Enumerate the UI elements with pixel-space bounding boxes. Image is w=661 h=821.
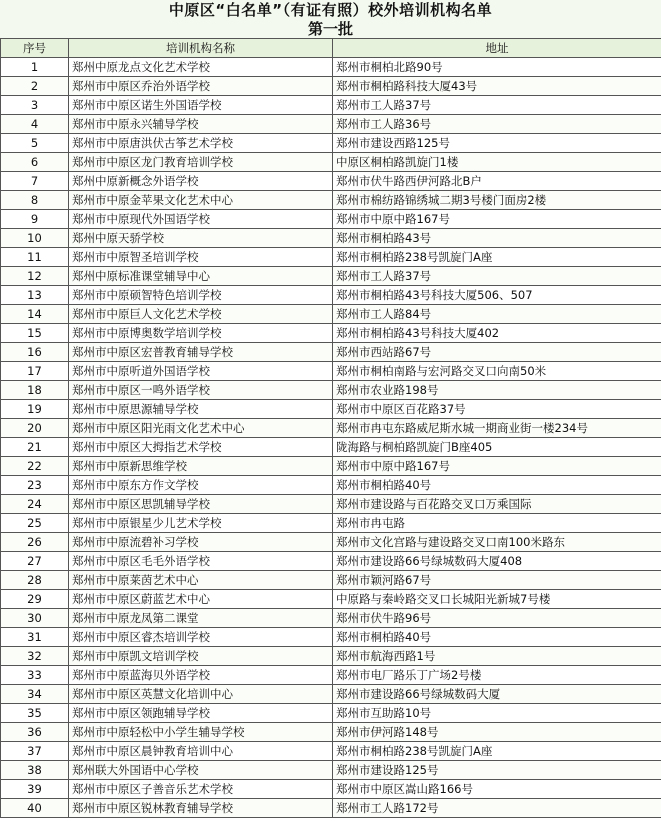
row-index-cell: 10	[1, 229, 69, 248]
table-row	[1, 153, 661, 172]
address-cell: 郑州市工人路84号	[333, 305, 661, 324]
table-row	[1, 647, 661, 666]
table-row	[1, 666, 661, 685]
institution-name-cell: 郑州市中原区蔚蓝艺术中心	[69, 590, 333, 609]
address-cell: 郑州市建设路66号绿城数码大厦408	[333, 552, 661, 571]
address-cell: 郑州市桐柏路43号科技大厦506、507	[333, 286, 661, 305]
address-cell: 郑州市桐柏南路与宏河路交叉口向南50米	[333, 362, 661, 381]
institution-name-cell: 郑州市中原区睿杰培训学校	[69, 628, 333, 647]
address-cell: 郑州市工人路37号	[333, 267, 661, 286]
table-row	[1, 685, 661, 704]
address-cell: 郑州市文化宫路与建设路交叉口南100米路东	[333, 533, 661, 552]
row-index-cell: 8	[1, 191, 69, 210]
institution-name-cell: 郑州市中原巨人文化艺术学校	[69, 305, 333, 324]
address-cell: 郑州市中原区嵩山路166号	[333, 780, 661, 799]
table-row	[1, 191, 661, 210]
row-index-cell: 18	[1, 381, 69, 400]
table-row	[1, 229, 661, 248]
row-index-cell: 6	[1, 153, 69, 172]
institution-name-cell: 郑州市中原区英慧文化培训中心	[69, 685, 333, 704]
institution-name-cell: 郑州市中原金苹果文化艺术中心	[69, 191, 333, 210]
institution-name-cell: 郑州联大外国语中心学校	[69, 761, 333, 780]
institution-name-cell: 郑州市中原区大拇指艺术学校	[69, 438, 333, 457]
institution-name-cell: 郑州市中原轻松中小学生辅导学校	[69, 723, 333, 742]
address-cell: 郑州市工人路36号	[333, 115, 661, 134]
institution-name-cell: 郑州市中原区思凯辅导学校	[69, 495, 333, 514]
address-cell: 郑州市冉屯东路威尼斯水城一期商业街一楼234号	[333, 419, 661, 438]
institution-name-cell: 郑州市中原智圣培训学校	[69, 248, 333, 267]
table-row	[1, 457, 661, 476]
institution-name-cell: 郑州中原龙点文化艺术学校	[69, 58, 333, 77]
table-row	[1, 248, 661, 267]
address-cell: 郑州市伏牛路96号	[333, 609, 661, 628]
row-index-cell: 15	[1, 324, 69, 343]
address-cell: 中原路与秦岭路交叉口长城阳光新城7号楼	[333, 590, 661, 609]
table-row	[1, 514, 661, 533]
row-index-cell: 26	[1, 533, 69, 552]
table-row	[1, 77, 661, 96]
row-index-cell: 5	[1, 134, 69, 153]
table-row	[1, 58, 661, 77]
row-index-cell: 24	[1, 495, 69, 514]
institution-name-cell: 郑州市中原区阳光雨文化艺术中心	[69, 419, 333, 438]
address-cell: 郑州市桐柏路43号科技大厦402	[333, 324, 661, 343]
institution-name-cell: 郑州市中原凯文培训学校	[69, 647, 333, 666]
address-cell: 郑州市冉屯路	[333, 514, 661, 533]
row-index-cell: 7	[1, 172, 69, 191]
address-cell: 郑州市建设西路125号	[333, 134, 661, 153]
row-index-cell: 30	[1, 609, 69, 628]
table-row	[1, 552, 661, 571]
row-index-cell: 1	[1, 58, 69, 77]
row-index-cell: 28	[1, 571, 69, 590]
institution-name-cell: 郑州中原新概念外语学校	[69, 172, 333, 191]
header-name: 培训机构名称	[69, 39, 333, 58]
table-row	[1, 286, 661, 305]
table-row	[1, 210, 661, 229]
address-cell: 郑州市颖河路67号	[333, 571, 661, 590]
table-row	[1, 400, 661, 419]
table-body	[1, 58, 661, 818]
institution-name-cell: 郑州市中原新思维学校	[69, 457, 333, 476]
institution-name-cell: 郑州市中原区宏普教育辅导学校	[69, 343, 333, 362]
institution-name-cell: 郑州市中原蓝海贝外语学校	[69, 666, 333, 685]
address-cell: 郑州市工人路172号	[333, 799, 661, 818]
address-cell: 郑州市伊河路148号	[333, 723, 661, 742]
institution-name-cell: 郑州市中原区领跑辅导学校	[69, 704, 333, 723]
row-index-cell: 11	[1, 248, 69, 267]
row-index-cell: 23	[1, 476, 69, 495]
row-index-cell: 16	[1, 343, 69, 362]
document-title: 中原区“白名单”（有证有照）校外培训机构名单	[0, 0, 661, 20]
institution-name-cell: 郑州市中原银星少儿艺术学校	[69, 514, 333, 533]
institution-name-cell: 郑州市中原区一鸣外语学校	[69, 381, 333, 400]
table-row	[1, 172, 661, 191]
header-index: 序号	[1, 39, 69, 58]
table-row	[1, 324, 661, 343]
institution-name-cell: 郑州市中原莱茵艺术中心	[69, 571, 333, 590]
institution-table	[0, 38, 661, 818]
document-subtitle: 第一批	[0, 20, 661, 38]
address-cell: 中原区桐柏路凯旋门1楼	[333, 153, 661, 172]
institution-name-cell: 郑州市中原唐洪伏古筝艺术学校	[69, 134, 333, 153]
address-cell: 郑州市桐柏路40号	[333, 628, 661, 647]
row-index-cell: 29	[1, 590, 69, 609]
address-cell: 郑州市伏牛路西伊河路北B户	[333, 172, 661, 191]
institution-name-cell: 郑州市中原东方作文学校	[69, 476, 333, 495]
institution-name-cell: 郑州市中原区毛毛外语学校	[69, 552, 333, 571]
table-row	[1, 343, 661, 362]
table-row	[1, 381, 661, 400]
table-row	[1, 799, 661, 818]
table-row	[1, 305, 661, 324]
address-cell: 郑州市航海西路1号	[333, 647, 661, 666]
institution-name-cell: 郑州市中原思源辅导学校	[69, 400, 333, 419]
row-index-cell: 31	[1, 628, 69, 647]
address-cell: 郑州市中原中路167号	[333, 210, 661, 229]
row-index-cell: 21	[1, 438, 69, 457]
row-index-cell: 40	[1, 799, 69, 818]
table-row	[1, 476, 661, 495]
table-row	[1, 590, 661, 609]
table-row	[1, 742, 661, 761]
table-row	[1, 571, 661, 590]
row-index-cell: 34	[1, 685, 69, 704]
address-cell: 郑州市互助路10号	[333, 704, 661, 723]
institution-name-cell: 郑州市中原区子善音乐艺术学校	[69, 780, 333, 799]
table-row	[1, 495, 661, 514]
row-index-cell: 33	[1, 666, 69, 685]
address-cell: 郑州市中原中路167号	[333, 457, 661, 476]
table-row	[1, 533, 661, 552]
row-index-cell: 2	[1, 77, 69, 96]
institution-name-cell: 郑州市中原区晨钟教育培训中心	[69, 742, 333, 761]
address-cell: 郑州市西站路67号	[333, 343, 661, 362]
row-index-cell: 38	[1, 761, 69, 780]
address-cell: 郑州市棉纺路锦绣城二期3号楼门面房2楼	[333, 191, 661, 210]
row-index-cell: 25	[1, 514, 69, 533]
table-row	[1, 723, 661, 742]
table-row	[1, 628, 661, 647]
table-row	[1, 362, 661, 381]
row-index-cell: 36	[1, 723, 69, 742]
institution-name-cell: 郑州市中原区龙门教育培训学校	[69, 153, 333, 172]
institution-name-cell: 郑州中原天骄学校	[69, 229, 333, 248]
address-cell: 郑州市建设路66号绿城数码大厦	[333, 685, 661, 704]
row-index-cell: 14	[1, 305, 69, 324]
institution-name-cell: 郑州中原标准课堂辅导中心	[69, 267, 333, 286]
row-index-cell: 32	[1, 647, 69, 666]
address-cell: 郑州市建设路125号	[333, 761, 661, 780]
institution-name-cell: 郑州市中原龙凤第二课堂	[69, 609, 333, 628]
row-index-cell: 4	[1, 115, 69, 134]
table-row	[1, 419, 661, 438]
table-row	[1, 761, 661, 780]
header-address: 地址	[333, 39, 661, 58]
address-cell: 郑州市桐柏路40号	[333, 476, 661, 495]
row-index-cell: 17	[1, 362, 69, 381]
table-row	[1, 134, 661, 153]
row-index-cell: 3	[1, 96, 69, 115]
address-cell: 陇海路与桐柏路凯旋门B座405	[333, 438, 661, 457]
row-index-cell: 27	[1, 552, 69, 571]
table-header-row	[1, 39, 661, 58]
row-index-cell: 19	[1, 400, 69, 419]
address-cell: 郑州市桐柏路238号凯旋门A座	[333, 742, 661, 761]
address-cell: 郑州市电厂路乐丁广场2号楼	[333, 666, 661, 685]
address-cell: 郑州市桐柏北路90号	[333, 58, 661, 77]
row-index-cell: 13	[1, 286, 69, 305]
table-row	[1, 115, 661, 134]
institution-name-cell: 郑州市中原现代外国语学校	[69, 210, 333, 229]
address-cell: 郑州市建设路与百花路交叉口万乘国际	[333, 495, 661, 514]
address-cell: 郑州市桐柏路238号凯旋门A座	[333, 248, 661, 267]
table-row	[1, 780, 661, 799]
table-row	[1, 609, 661, 628]
institution-name-cell: 郑州市中原听道外国语学校	[69, 362, 333, 381]
institution-name-cell: 郑州市中原博奥数学培训学校	[69, 324, 333, 343]
institution-name-cell: 郑州市中原硕智特色培训学校	[69, 286, 333, 305]
address-cell: 郑州市工人路37号	[333, 96, 661, 115]
institution-name-cell: 郑州市中原流碧补习学校	[69, 533, 333, 552]
institution-name-cell: 郑州市中原区乔治外语学校	[69, 77, 333, 96]
table-row	[1, 704, 661, 723]
row-index-cell: 20	[1, 419, 69, 438]
row-index-cell: 22	[1, 457, 69, 476]
institution-name-cell: 郑州市中原永兴辅导学校	[69, 115, 333, 134]
row-index-cell: 35	[1, 704, 69, 723]
row-index-cell: 9	[1, 210, 69, 229]
row-index-cell: 12	[1, 267, 69, 286]
address-cell: 郑州市中原区百花路37号	[333, 400, 661, 419]
row-index-cell: 37	[1, 742, 69, 761]
institution-name-cell: 郑州市中原区锐林教育辅导学校	[69, 799, 333, 818]
table-row	[1, 267, 661, 286]
institution-name-cell: 郑州市中原区诺生外国语学校	[69, 96, 333, 115]
address-cell: 郑州市农业路198号	[333, 381, 661, 400]
table-row	[1, 438, 661, 457]
table-row	[1, 96, 661, 115]
address-cell: 郑州市桐柏路科技大厦43号	[333, 77, 661, 96]
address-cell: 郑州市桐柏路43号	[333, 229, 661, 248]
row-index-cell: 39	[1, 780, 69, 799]
